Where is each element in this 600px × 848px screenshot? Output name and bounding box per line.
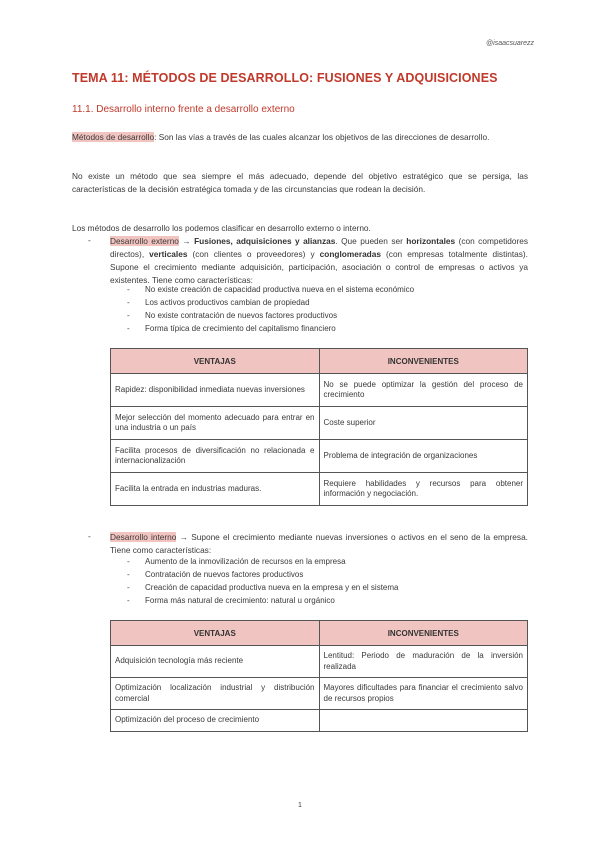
table-header-row	[111, 349, 528, 374]
definition-term: Métodos de desarrollo	[72, 132, 155, 142]
dash-bullet: -	[88, 531, 91, 541]
table-row: Adquisición tecnología más reciente Lentitud: Periodo de maduración de la inversión realizada	[111, 646, 528, 678]
table-row: Optimización del proceso de crecimiento	[111, 710, 528, 732]
document-page: @isaacsuarezz TEMA 11: MÉTODOS DE DESARROLLO: FUSIONES Y ADQUISICIONES 11.1. Desarrollo interno frente a desarrollo externo Métodos de desarrollo: Son las vías a través de las cuales alcanzar los objetivos de las direcciones de desarrollo. No existe un método que sea siempre el más adecuado, depende del objetivo estratégico que se persiga, las características de la decisión estratégica tomada y de las circunstancias que rodean la decisión. Los métodos de desarrollo los podemos clasificar en desarrollo externo o interno. - Desarrollo externo → Fusiones, adquisiciones y alianzas. Que pueden ser horizontales (con competidores directos), verticales (con clientes o proveedores) y conglomeradas (con empresas totalmente distintas). Supone el crecimiento mediante adquisición, participación, asociación o control de empresas o activos ya existentes. Tiene como características: - No existe creación de capacidad productiva nueva en el sistema económico - Los activos productivos cambian de propiedad - No existe contratación de nuevos factores productivos - Forma típica de crecimiento del capitalismo financiero VENTAJAS INCONVENIENTES Rapidez: disponibilidad inmediata nuevas inversiones No se puede optimizar la gestión del proceso de crecimiento Mejor selección del momento adecuado para entrar en una industria o un país Coste superior Facilita procesos de diversificación no relacionada e internacionalización Problema de integración de organizaciones Facilita la entrada en industrias maduras. Requiere habilidades y recursos para obtener información y negociación. - Desarrollo interno → Supone el crecimiento mediante nuevas inversiones o activos en el seno de la empresa. Tiene como características: - Aumento de la inmovilización de recursos en la empresa - Contratación de nuevos factores productivos - Creación de capacidad productiva nueva en la empresa y en el sistema - Forma más natural de crecimiento: natural u orgánico VENTAJAS INCONVENIENTES Adquisición tecnología más reciente Lentitud: Periodo de maduración de la inversión realizada Optimización localización industrial y distribución comercial Mayores dificultades para financiar el crecimiento salvo de recursos propios Optimización del proceso de crecimiento 1	[0, 0, 600, 848]
table-header-row	[111, 621, 528, 646]
list-item: No existe creación de capacidad productiva nueva en el sistema económico	[145, 285, 415, 294]
page-number: 1	[298, 802, 302, 809]
definition-paragraph	[72, 131, 528, 144]
definition-text: : Son las vías a través de las cuales alcanzar los objetivos de las direcciones de desarrollo.	[154, 132, 490, 142]
external-table	[110, 348, 528, 506]
header-inconvenientes: INCONVENIENTES	[319, 621, 528, 646]
header-inconvenientes: INCONVENIENTES	[319, 349, 528, 374]
paragraph-2: No existe un método que sea siempre el más adecuado, depende del objetivo estratégico que se persiga, las características de la decisión estratégica tomada y de las circunstancias que rodean la decisión.	[72, 171, 528, 194]
header-ventajas: VENTAJAS	[111, 349, 320, 374]
list-item: Los activos productivos cambian de propiedad	[145, 298, 310, 307]
header-ventajas: VENTAJAS	[111, 621, 320, 646]
table-row: Mejor selección del momento adecuado para entrar en una industria o un país Coste superior	[111, 407, 528, 440]
internal-table	[110, 620, 528, 732]
paragraph-3: Los métodos de desarrollo los podemos clasificar en desarrollo externo o interno.	[72, 223, 371, 233]
list-item: Aumento de la inmovilización de recursos en la empresa	[145, 557, 346, 566]
table-row: Optimización localización industrial y distribución comercial Mayores dificultades para financiar el crecimiento salvo de recursos propios	[111, 678, 528, 710]
section-heading: 11.1. Desarrollo interno frente a desarrollo externo	[72, 104, 295, 115]
table-row: Facilita la entrada en industrias maduras. Requiere habilidades y recursos para obtener información y negociación.	[111, 473, 528, 506]
dash-bullet: -	[88, 235, 91, 245]
page-title: TEMA 11: MÉTODOS DE DESARROLLO: FUSIONES Y ADQUISICIONES	[72, 71, 498, 85]
internal-term: Desarrollo interno	[110, 532, 177, 542]
list-item: Forma típica de crecimiento del capitalismo financiero	[145, 324, 336, 333]
list-item: No existe contratación de nuevos factores productivos	[145, 311, 338, 320]
external-term: Desarrollo externo	[110, 236, 179, 246]
list-item: Creación de capacidad productiva nueva en la empresa y en el sistema	[145, 583, 399, 592]
author-handle: @isaacsuarezz	[486, 40, 534, 47]
table-row: Facilita procesos de diversificación no relacionada e internacionalización Problema de integración de organizaciones	[111, 440, 528, 473]
list-item: Forma más natural de crecimiento: natural u orgánico	[145, 596, 335, 605]
internal-paragraph: Desarrollo interno → Supone el crecimiento mediante nuevas inversiones o activos en el seno de la empresa. Tiene como características:	[110, 532, 528, 555]
external-paragraph: Desarrollo externo → Fusiones, adquisiciones y alianzas. Que pueden ser horizontales (con competidores directos), verticales (con clientes o proveedores) y conglomeradas (con empresas totalmente distintas). Supone el crecimiento mediante adquisición, participación, asociación o control de empresas o activos ya existentes. Tiene como características:	[110, 236, 528, 285]
list-item: Contratación de nuevos factores productivos	[145, 570, 304, 579]
table-row: Rapidez: disponibilidad inmediata nuevas inversiones No se puede optimizar la gestión del proceso de crecimiento	[111, 374, 528, 407]
